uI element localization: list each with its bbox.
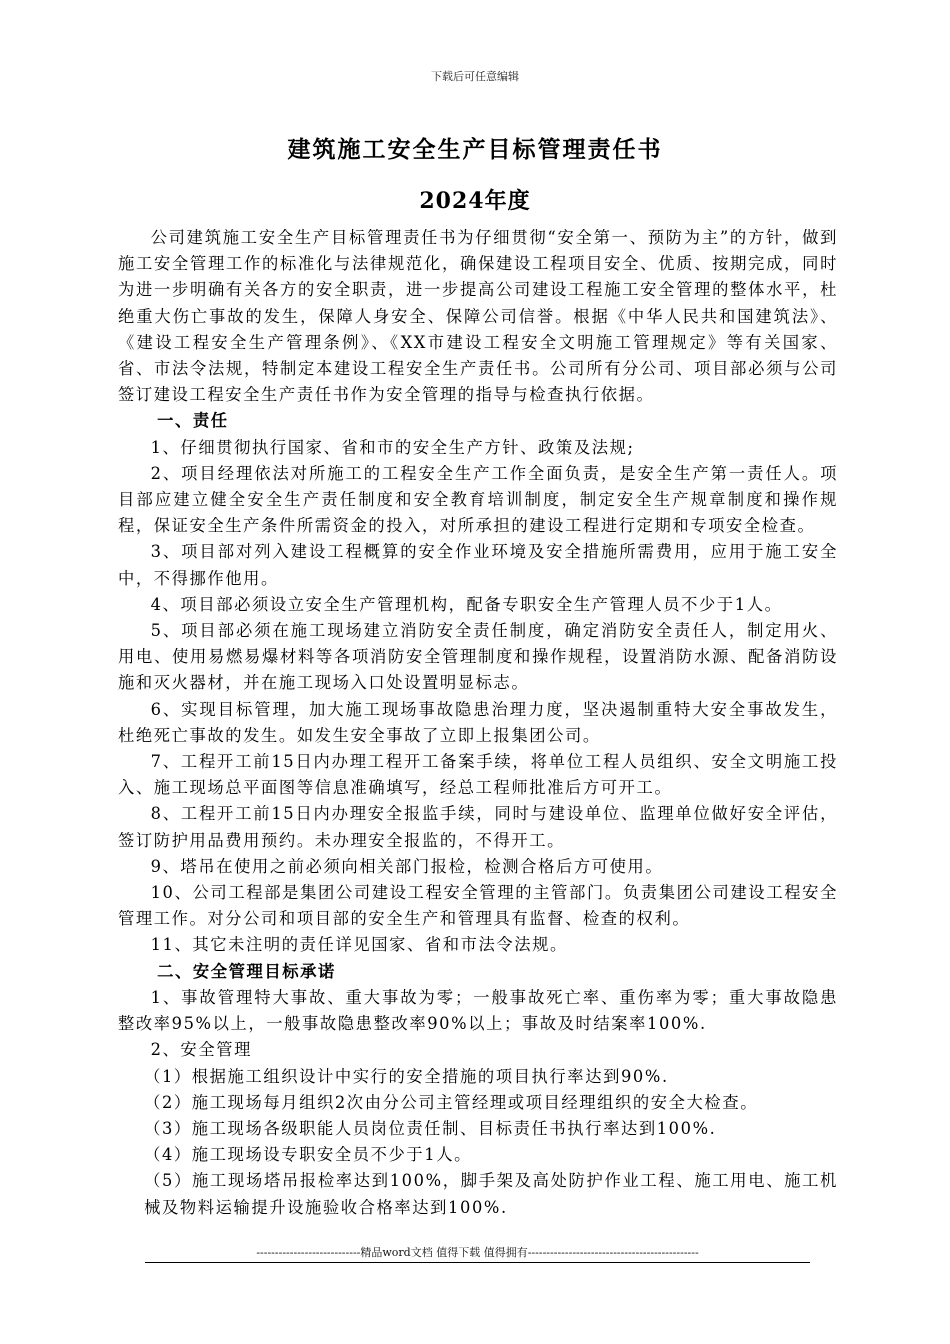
responsibility-item: 10、公司工程部是集团公司建设工程安全管理的主管部门。负责集团公司建设工程安全管理工作。对分公司和项目部的安全生产和管理具有监督、检查的权利。 <box>118 883 838 929</box>
footer-divider <box>145 1262 810 1263</box>
responsibility-item: 1、仔细贯彻执行国家、省和市的安全生产方针、政策及法规; <box>150 437 635 457</box>
responsibility-item: 6、实现目标管理，加大施工现场事故隐患治理力度，坚决遏制重特大安全事故发生，杜绝死亡事故的发生。如发生安全事故了立即上报集团公司。 <box>118 699 838 745</box>
target-subitem: （1）根据施工组织设计中实行的安全措施的项目执行率达到90%. <box>144 1066 669 1086</box>
header-note: 下载后可任意编辑 <box>431 70 519 83</box>
responsibility-item: 4、项目部必须设立安全生产管理机构，配备专职安全生产管理人员不少于1人。 <box>150 594 783 614</box>
document-year: 2024年度 <box>419 188 531 214</box>
responsibility-item: 8、工程开工前15日内办理安全报监手续，同时与建设单位、监理单位做好安全评估，签订防护用品费用预约。未办理安全报监的，不得开工。 <box>118 804 838 850</box>
document-body <box>118 225 838 1221</box>
responsibility-item: 2、项目经理依法对所施工的工程安全生产工作全面负责，是安全生产第一责任人。项目部应建立健全安全生产责任制度和安全教育培训制度，制定安全生产规章制度和操作规程，保证安全生产条件所需资金的投入，对所承担的建设工程进行定期和专项安全检查。 <box>118 463 838 536</box>
intro-paragraph: 公司建筑施工安全生产目标管理责任书为仔细贯彻“安全第一、预防为主”的方针，做到施工安全管理工作的标准化与法律规范化，确保建设工程项目安全、优质、按期完成，同时为进一步明确有关各方的安全职责，进一步提高公司建设工程施工安全管理的整体水平，杜绝重大伤亡事故的发生，保障人身安全、保障公司信誉。根据《中华人民共和国建筑法》、《建设工程安全生产管理条例》、《XX市建设工程安全文明施工管理规定》等有关国家、省、市法令法规，特制定本建设工程安全生产责任书。公司所有分公司、项目部必须与公司签订建设工程安全生产责任书作为安全管理的指导与检查执行依据。 <box>118 228 838 405</box>
target-item: 2、安全管理 <box>150 1040 252 1060</box>
document-title: 建筑施工安全生产目标管理责任书 <box>287 136 663 163</box>
target-subitem: （4）施工现场设专职安全员不少于1人。 <box>144 1145 472 1165</box>
responsibility-item: 9、塔吊在使用之前必须向相关部门报检，检测合格后方可使用。 <box>150 856 664 876</box>
section-heading-responsibility: 一、责任 <box>157 411 229 431</box>
responsibility-item: 11、其它未注明的责任详见国家、省和市法令法规。 <box>150 935 568 955</box>
responsibility-item: 7、工程开工前15日内办理工程开工备案手续，将单位工程人员组织、安全文明施工投入、施工现场总平面图等信息准确填写，经总工程师批准后方可开工。 <box>118 752 838 798</box>
target-subitem: （2）施工现场每月组织2次由分公司主管经理或项目经理组织的安全大检查。 <box>144 1092 759 1112</box>
target-item: 1、事故管理特大事故、重大事故为零；一般事故死亡率、重伤率为零；重大事故隐患整改率95%以上，一般事故隐患整改率90%以上；事故及时结案率100%. <box>118 987 838 1034</box>
footer-text: ----------------------------精品word文档 值得下载 值得拥有---------------------------------------------- <box>256 1246 699 1259</box>
target-subitem: （3）施工现场各级职能人员岗位责任制、目标责任书执行率达到100%. <box>144 1118 717 1138</box>
responsibility-item: 5、项目部必须在施工现场建立消防安全责任制度，确定消防安全责任人，制定用火、用电、使用易燃易爆材料等各项消防安全管理制度和操作规程，设置消防水源、配备消防设施和灭火器材，并在施工现场入口处设置明显标志。 <box>118 621 838 693</box>
responsibility-item: 3、项目部对列入建设工程概算的安全作业环境及安全措施所需费用，应用于施工安全中，不得挪作他用。 <box>118 542 838 588</box>
section-heading-targets: 二、安全管理目标承诺 <box>157 961 336 981</box>
target-subitem: （5）施工现场塔吊报检率达到100%，脚手架及高处防护作业工程、施工用电、施工机械及物料运输提升设施验收合格率达到100%. <box>144 1171 838 1217</box>
